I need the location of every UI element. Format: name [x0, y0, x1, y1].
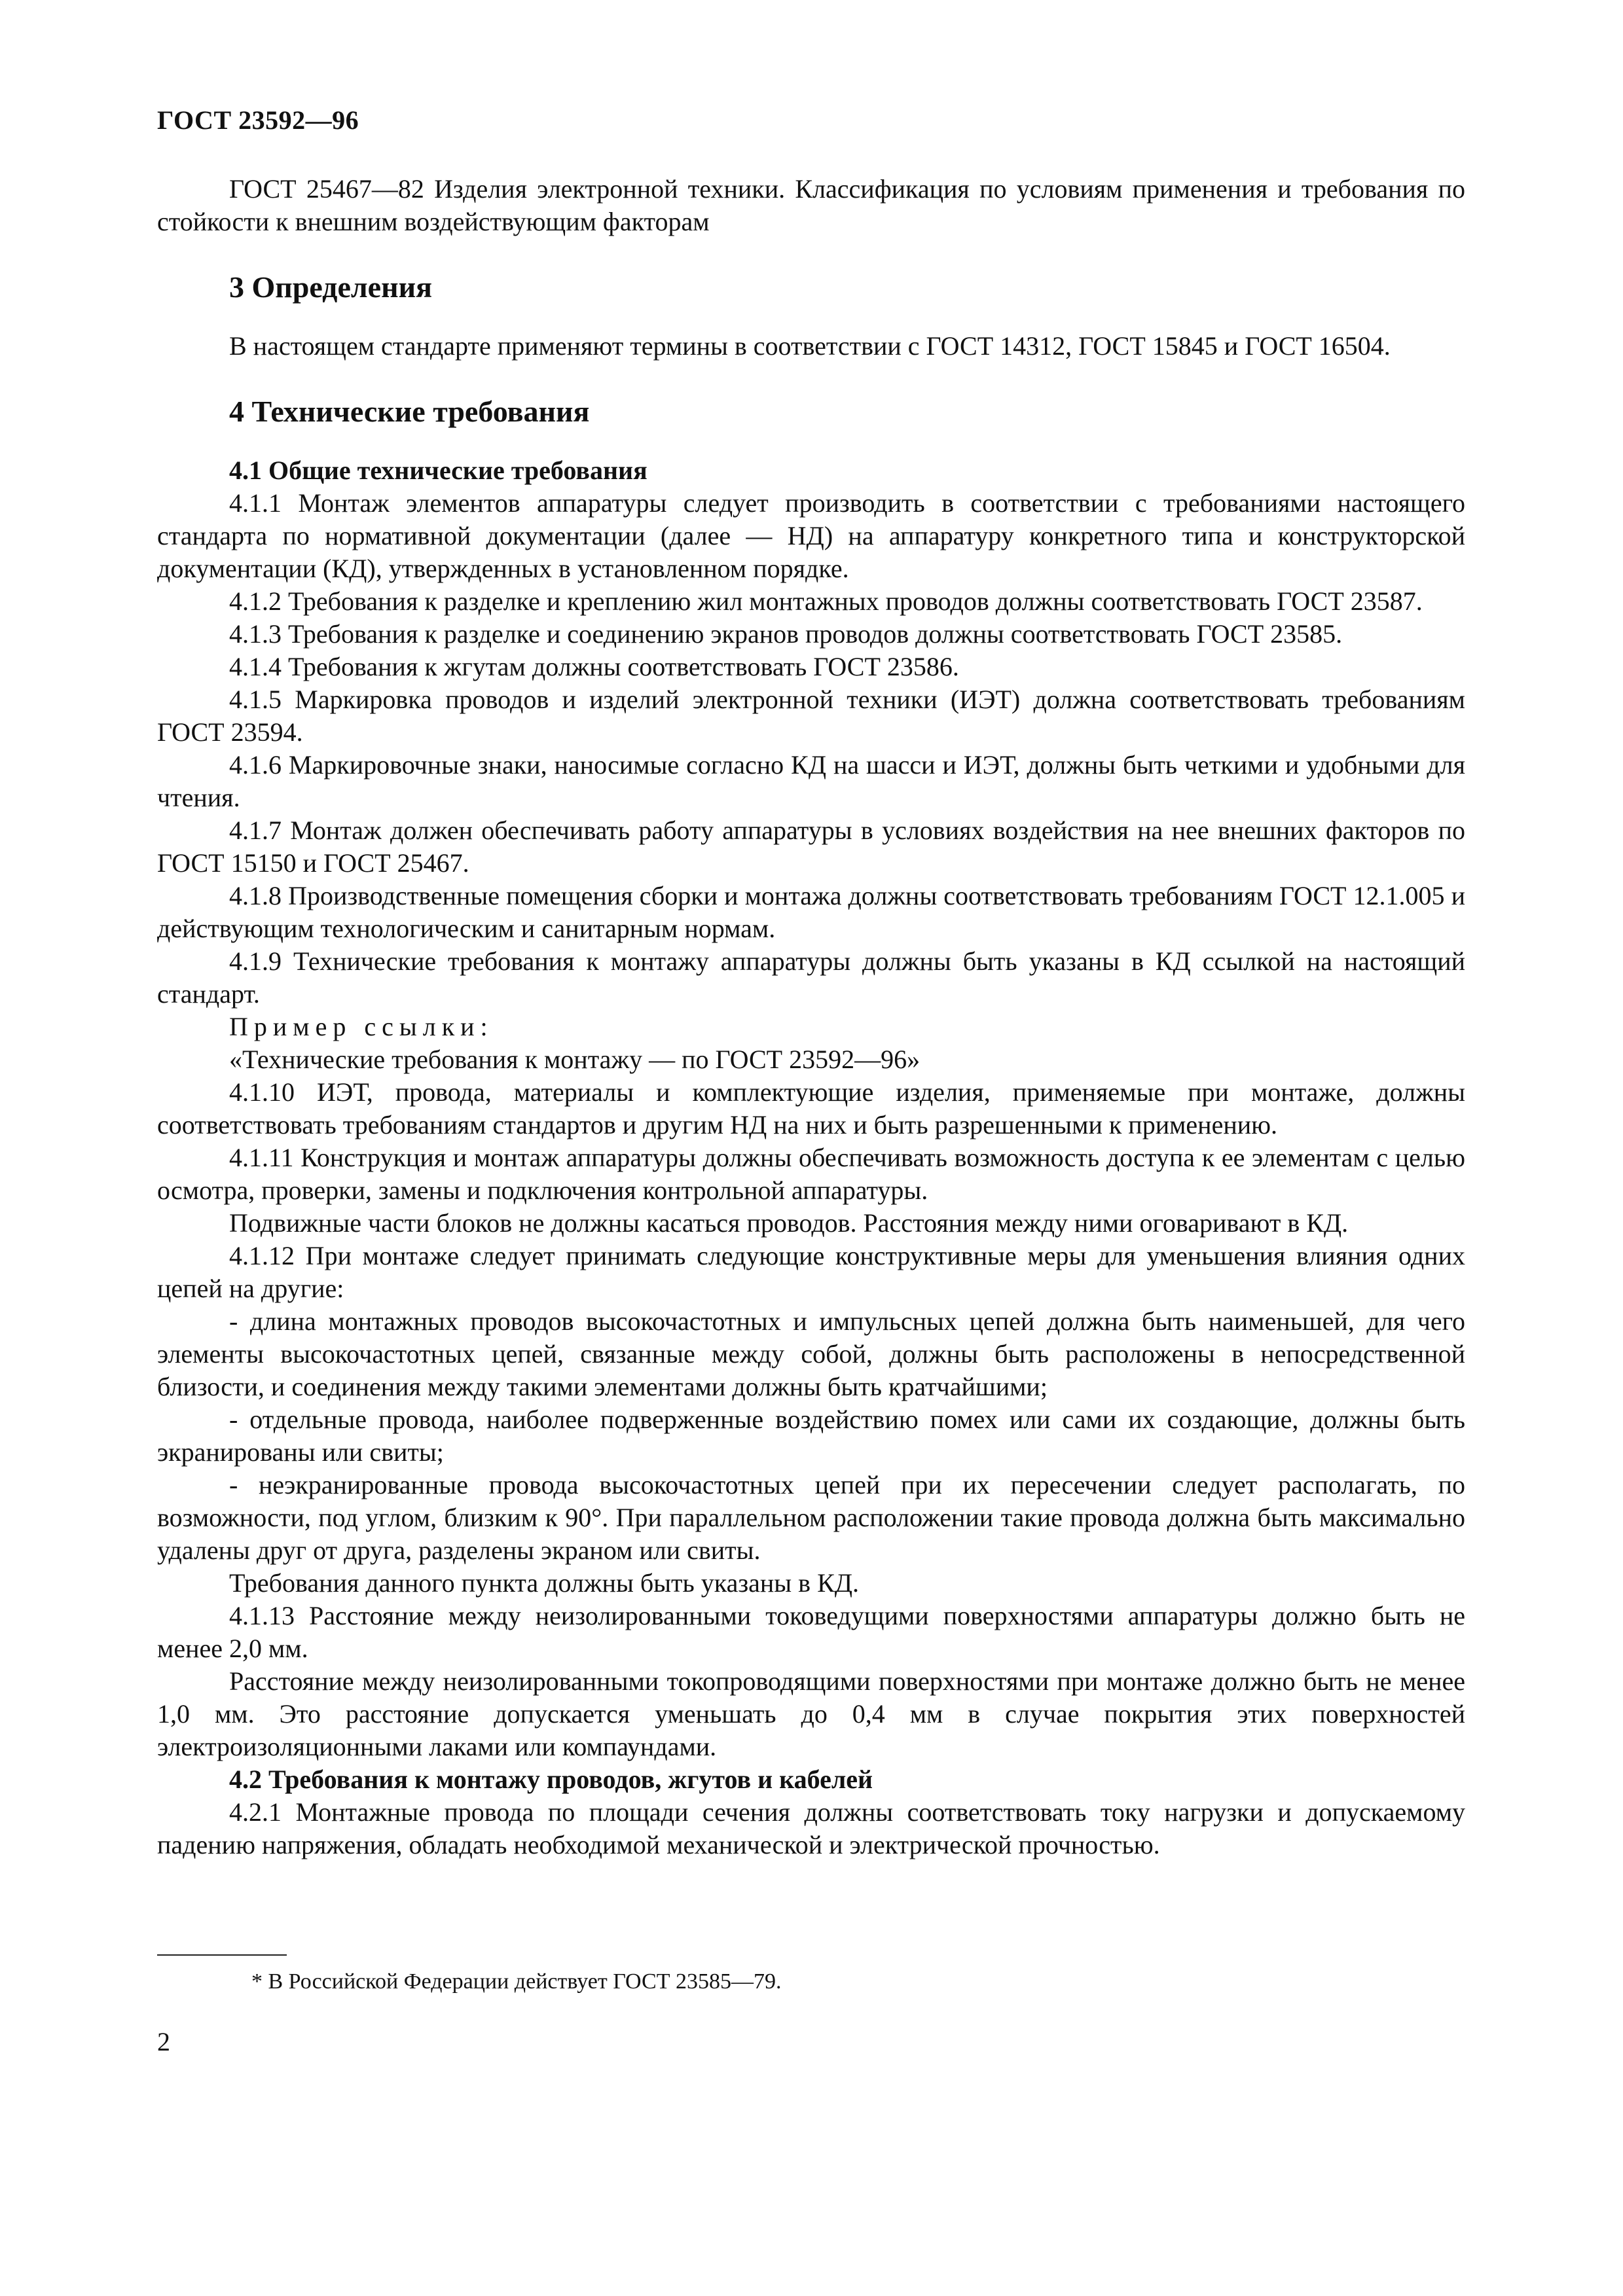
page-number: 2 [157, 2027, 170, 2056]
clause-4-1-10: 4.1.10 ИЭТ, провода, материалы и комплектующие изделия, применяемые при монтаже, должны соответствовать требованиям стандартов и другим НД на них и быть разрешенными к применению. [157, 1077, 1465, 1139]
example-text: «Технические требования к монтажу — по ГОСТ 23592—96» [229, 1045, 921, 1074]
clause-4-1-8: 4.1.8 Производственные помещения сборки и монтажа должны соответствовать требованиям ГОСТ 12.1.005 и действующим технологическим и санитарным нормам. [157, 881, 1465, 943]
clause-4-1-7: 4.1.7 Монтаж должен обеспечивать работу аппаратуры в условиях воздействия на нее внешних факторов по ГОСТ 15150 и ГОСТ 25467. [157, 816, 1465, 878]
footnote: * В Российской Федерации действует ГОСТ 23585—79. [251, 1969, 782, 1994]
clause-4-1-13-note: Расстояние между неизолированными токопроводящими поверхностями при монтаже должно быть не менее 1,0 мм. Это расстояние допускается уменьшать до 0,4 мм в случае покрытия этих поверхностей электроизоляционными лаками или компаундами. [157, 1666, 1465, 1761]
clause-4-1-12-item-3: - неэкранированные провода высокочастотных цепей при их пересечении следует располагать, по возможности, под углом, близким к 90°. При параллельном расположении такие провода должна быть максимально удалены друг от друга, разделены экраном или свиты. [157, 1470, 1465, 1565]
clause-4-1-1: 4.1.1 Монтаж элементов аппаратуры следует производить в соответствии с требованиями настоящего стандарта по нормативной документации (далее — НД) на аппаратуру конкретного типа и конструкторской документации (КД), утвержденных в установленном порядке. [157, 488, 1465, 583]
document-header: ГОСТ 23592—96 [157, 105, 359, 135]
paragraph-gost-25467: ГОСТ 25467—82 Изделия электронной техники. Классификация по условиям применения и требования по стойкости к внешним воздействующим факторам [157, 174, 1465, 236]
section-4-title: 4 Технические требования [229, 395, 590, 428]
document-body [157, 173, 1465, 1861]
clause-4-1-5: 4.1.5 Маркировка проводов и изделий электронной техники (ИЭТ) должна соответствовать требованиям ГОСТ 23594. [157, 685, 1465, 747]
clause-4-1-9: 4.1.9 Технические требования к монтажу аппаратуры должны быть указаны в КД ссылкой на настоящий стандарт. [157, 946, 1465, 1009]
clause-4-1-11: 4.1.11 Конструкция и монтаж аппаратуры должны обеспечивать возможность доступа к ее элементам с целью осмотра, проверки, замены и подключения контрольной аппаратуры. [157, 1143, 1465, 1205]
section-3-title: 3 Определения [229, 270, 432, 304]
example-label: Пример ссылки: [229, 1012, 494, 1041]
clause-4-1-6: 4.1.6 Маркировочные знаки, наносимые согласно КД на шасси и ИЭТ, должны быть четкими и удобными для чтения. [157, 750, 1465, 812]
paragraph-definitions: В настоящем стандарте применяют термины в соответствии с ГОСТ 14312, ГОСТ 15845 и ГОСТ 16504. [229, 331, 1391, 361]
clause-4-2-1: 4.2.1 Монтажные провода по площади сечения должны соответствовать току нагрузки и допускаемому падению напряжения, обладать необходимой механической и электрической прочностью. [157, 1797, 1465, 1859]
clause-4-1-2: 4.1.2 Требования к разделке и креплению жил монтажных проводов должны соответствовать ГОСТ 23587. [229, 586, 1423, 616]
clause-4-1-12-note: Требования данного пункта должны быть указаны в КД. [229, 1568, 860, 1598]
clause-4-1-12-item-2: - отдельные провода, наиболее подверженные воздействию помех или сами их создающие, должны быть экранированы или свиты; [157, 1405, 1465, 1467]
clause-4-1-4: 4.1.4 Требования к жгутам должны соответствовать ГОСТ 23586. [229, 652, 959, 681]
subsection-4-2-title: 4.2 Требования к монтажу проводов, жгутов и кабелей [229, 1765, 873, 1794]
clause-4-1-13: 4.1.13 Расстояние между неизолированными токоведущими поверхностями аппаратуры должно быть не менее 2,0 мм. [157, 1601, 1465, 1663]
clause-4-1-3: 4.1.3 Требования к разделке и соединению экранов проводов должны соответствовать ГОСТ 23585. [229, 619, 1343, 649]
clause-4-1-12: 4.1.12 При монтаже следует принимать следующие конструктивные меры для уменьшения влияния одних цепей на другие: [157, 1241, 1465, 1303]
clause-4-1-11-note: Подвижные части блоков не должны касаться проводов. Расстояния между ними оговаривают в КД. [229, 1208, 1349, 1238]
subsection-4-1-title: 4.1 Общие технические требования [229, 456, 647, 485]
footnote-divider [157, 1954, 287, 1956]
clause-4-1-12-item-1: - длина монтажных проводов высокочастотных и импульсных цепей должна быть наименьшей, для чего элементы высокочастотных цепей, связанные между собой, должны быть расположены в непосредственной близости, и соединения между такими элементами должны быть кратчайшими; [157, 1306, 1465, 1401]
